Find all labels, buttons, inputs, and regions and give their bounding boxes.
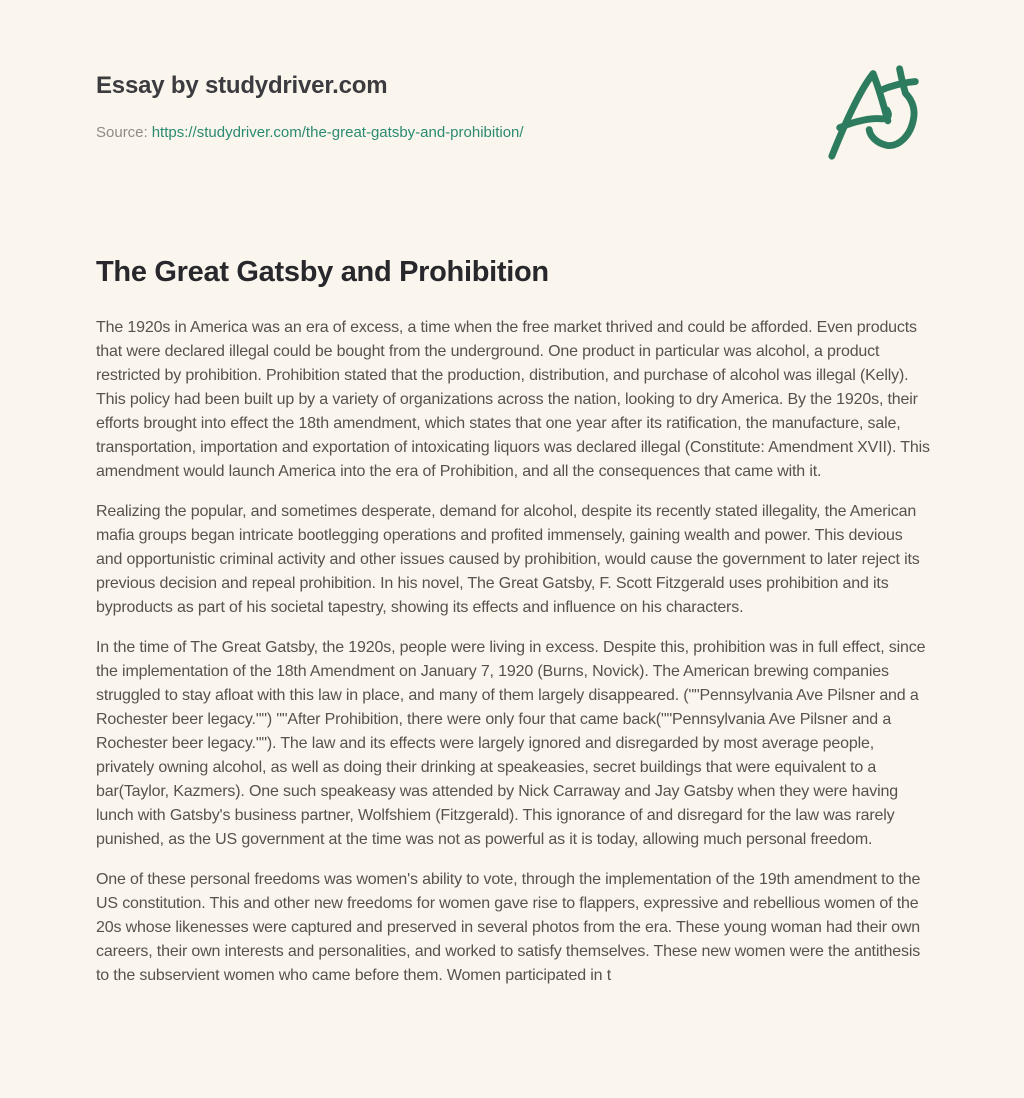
essay-title: The Great Gatsby and Prohibition bbox=[96, 256, 549, 288]
studydriver-a-plus-logo-icon bbox=[824, 60, 932, 160]
page-header bbox=[96, 72, 928, 143]
site-title: Essay by studydriver.com bbox=[96, 72, 388, 99]
source-line bbox=[96, 123, 928, 143]
essay-paragraph-2: Realizing the popular, and sometimes desperate, demand for alcohol, despite its recently stated illegality, the American mafia groups began intricate bootlegging operations and profited immensely, gaining wealth and power. This devious and opportunistic criminal activity and other issues caused by prohibition, would cause the government to later reject its previous decision and repeal prohibition. In his novel, The Great Gatsby, F. Scott Fitzgerald uses prohibition and its byproducts as part of his societal tapestry, showing its effects and influence on his characters. bbox=[96, 503, 920, 616]
essay-content bbox=[96, 254, 928, 988]
source-link[interactable]: https://studydriver.com/the-great-gatsby-and-prohibition/ bbox=[151, 124, 524, 141]
source-label: Source: bbox=[96, 124, 148, 141]
essay-paragraph-4: One of these personal freedoms was women's ability to vote, through the implementation of the 19th amendment to the US constitution. This and other new freedoms for women gave rise to flappers, expressive and rebellious women of the 20s whose likenesses were captured and preserved in several photos from the era. These young woman had their own careers, their own interests and personalities, and worked to satisfy themselves. These new women were the antithesis to the subservient women who came before them. Women participated in t bbox=[96, 871, 921, 984]
essay-paragraph-1: The 1920s in America was an era of excess, a time when the free market thrived and could be afforded. Even products that were declared illegal could be bought from the underground. One product in particular was alcohol, a product restricted by prohibition. Prohibition stated that the production, distribution, and purchase of alcohol was illegal (Kelly). This policy had been built up by a variety of organizations across the nation, looking to dry America. By the 1920s, their efforts brought into effect the 18th amendment, which states that one year after its ratification, the manufacture, sale, transportation, importation and exportation of intoxicating liquors was declared illegal (Constitute: Amendment XVII). This amendment would launch America into the era of Prohibition, and all the consequences that came with it. bbox=[96, 319, 930, 480]
essay-paragraph-3: In the time of The Great Gatsby, the 1920s, people were living in excess. Despite this, prohibition was in full effect, since the implementation of the 18th Amendment on January 7, 1920 (Burns, Novick). The American brewing companies struggled to stay afloat with this law in place, and many of them largely disappeared. (""Pennsylvania Ave Pilsner and a Rochester beer legacy."") ""After Prohibition, there were only four that came back(""Pennsylvania Ave Pilsner and a Rochester beer legacy.""). The law and its effects were largely ignored and disregarded by most average people, privately owning alcohol, as well as doing their drinking at speakeasies, secret buildings that were equivalent to a bar(Taylor, Kazmers). One such speakeasy was attended by Nick Carraway and Jay Gatsby when they were having lunch with Gatsby's business partner, Wolfshiem (Fitzgerald). This ignorance of and disregard for the law was rarely punished, as the US government at the time was not as powerful as it is today, allowing much personal freedom. bbox=[96, 639, 926, 848]
